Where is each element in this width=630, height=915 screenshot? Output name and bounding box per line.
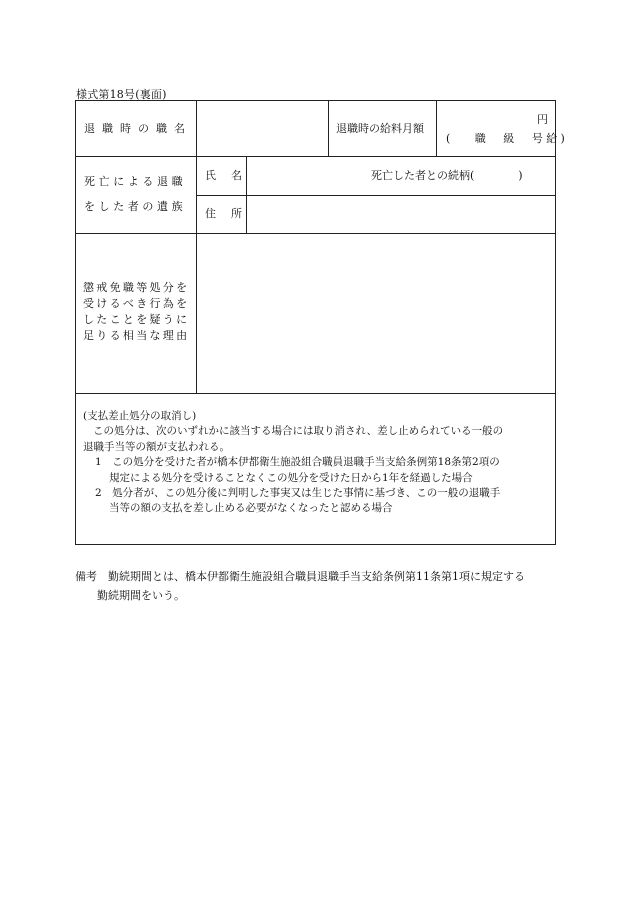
name-address-divider [196, 195, 556, 196]
cancellation-intro-1: この処分は、次のいずれかに該当する場合には取り消され、差し止められている一般の [93, 425, 504, 438]
reason-line-4: 足りる相当な理由 [83, 329, 190, 342]
position-label: 退職時の職名 [84, 122, 192, 135]
reason-line-1: 懲戒免職等処分を [83, 281, 190, 294]
reason-line-3: したことを疑うに [83, 313, 190, 326]
row2-bottom-border [75, 233, 556, 234]
row3-bottom-border [75, 393, 556, 394]
row1-bottom-border [75, 156, 556, 157]
relation-text: 死亡した者との続柄( ) [371, 169, 523, 182]
reason-line-2: 受けるべき行為を [83, 297, 190, 310]
sub-label-column-border [246, 156, 247, 233]
bereaved-label-line2: をした者の遺族 [84, 200, 187, 213]
salary-label-left-border [328, 100, 329, 156]
cancellation-item-2: 2 処分者が、この処分後に判明した事実又は生じた事情に基づき、この一般の退職手 [95, 487, 501, 500]
cancellation-item-2-cont: 当等の額の支払を差し止める必要がなくなったと認める場合 [109, 502, 393, 515]
label-column-border [196, 100, 197, 393]
form-number-label: 様式第18号(裏面) [76, 88, 167, 101]
salary-label-right-border [436, 100, 437, 156]
cancellation-notice [83, 409, 551, 517]
reason-label [83, 280, 195, 344]
remarks-line-2: 勤続期間をいう。 [97, 589, 185, 602]
cancellation-heading: (支払差止処分の取消し) [83, 410, 197, 422]
address-label: 住 所 [205, 207, 244, 220]
cancellation-intro-2: 退職手当等の額が支払われる。 [83, 440, 230, 453]
remarks-note [75, 567, 565, 605]
bereaved-label-line1: 死亡による退職 [84, 175, 187, 188]
cancellation-item-1: 1 この処分を受けた者が橋本伊都衛生施設組合職員退職手当支給条例第18条第2項の [95, 456, 500, 469]
name-label: 氏 名 [205, 169, 244, 182]
grade-line: ( 職 級 号給) [446, 132, 569, 145]
yen-unit: 円 [537, 113, 548, 126]
cancellation-item-1-cont: 規定による処分を受けることなくこの処分を受けた日から1年を経過した場合 [109, 471, 473, 484]
remarks-line-1: 備考 勤続期間とは、橋本伊都衛生施設組合職員退職手当支給条例第11条第1項に規定する [75, 570, 525, 583]
salary-label: 退職時の給料月額 [336, 122, 424, 135]
